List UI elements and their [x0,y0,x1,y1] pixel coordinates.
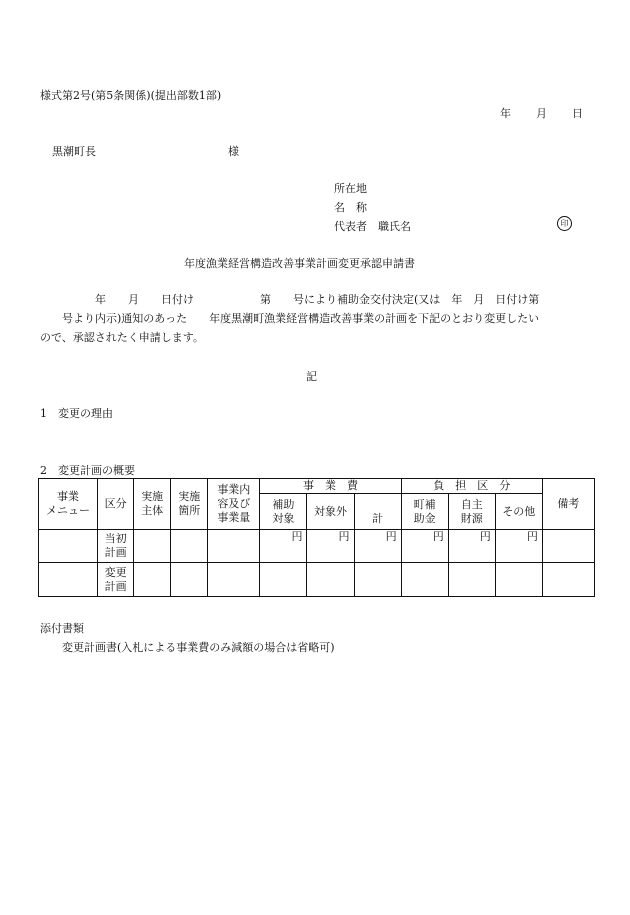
date-day: 日 [572,107,583,120]
header-cost-total: 計 [354,494,401,530]
date-month: 月 [536,107,547,120]
attachments-heading: 添付書類 [40,622,84,635]
applicant-rep-label: 代表者 職氏名 [334,220,411,233]
cell-cost-subsidy[interactable] [260,563,307,597]
cell-location[interactable] [171,563,208,597]
header-actor: 実施 主体 [134,479,171,530]
application-body [40,290,588,347]
cell-location[interactable] [171,530,208,563]
attachment-item: 変更計画書(入札による事業費のみ減額の場合は省略可) [62,641,335,654]
cell-remarks[interactable] [542,563,594,597]
cell-content[interactable] [208,530,260,563]
form-number: 様式第2号(第5条関係)(提出部数1部) [40,89,222,102]
date-line [500,105,583,121]
row-label-changed: 変更 計画 [98,563,134,597]
cell-burden-town[interactable] [401,563,448,597]
cell-burden-own[interactable] [448,563,495,597]
header-cost-excluded: 対象外 [307,494,354,530]
cell-menu[interactable] [39,530,98,563]
cell-burden-other[interactable] [495,563,542,597]
cell-cost-subsidy[interactable]: 円 [260,530,307,563]
header-burden-other: その他 [495,494,542,530]
row-label-original: 当初 計画 [98,530,134,563]
cell-cost-total[interactable]: 円 [354,530,401,563]
header-kubun: 区分 [98,479,134,530]
header-content: 事業内 容及び 事業量 [208,479,260,530]
header-burden-town: 町補 助金 [401,494,448,530]
header-location: 実施 箇所 [171,479,208,530]
cell-content[interactable] [208,563,260,597]
body-line: 号より内示)通知のあった 年度黒潮町漁業経営構造改善事業の計画を下記のとおり変更したい [40,312,540,325]
cell-actor[interactable] [134,563,171,597]
applicant-address-label: 所在地 [334,182,367,195]
cell-menu[interactable] [39,563,98,597]
cell-cost-excluded[interactable]: 円 [307,530,354,563]
header-cost-group: 事 業 費 [260,479,401,494]
seal-mark: 印 [557,216,572,231]
ki-heading: 記 [306,370,317,383]
cell-burden-other[interactable]: 円 [495,530,542,563]
cell-burden-town[interactable]: 円 [401,530,448,563]
section-reason-heading: 1 変更の理由 [40,407,113,420]
header-burden-group: 負 担 区 分 [401,479,542,494]
addressee-honorific: 様 [228,145,239,158]
cell-remarks[interactable] [542,530,594,563]
header-burden-own: 自主 財源 [448,494,495,530]
plan-overview-table [38,478,595,597]
body-line: ので、承認されたく申請します。 [40,331,204,344]
addressee-name: 黒潮町長 [52,145,96,158]
table-row [39,530,595,563]
cell-burden-own[interactable]: 円 [448,530,495,563]
date-year: 年 [500,107,511,120]
table-row [39,563,595,597]
cell-actor[interactable] [134,530,171,563]
section-overview-heading: 2 変更計画の概要 [40,464,135,477]
body-line: 年 月 日付け 第 号により補助金交付決定(又は 年 月 日付け第 [40,293,540,306]
table-header-row [39,479,595,494]
header-menu: 事業 メニュー [39,479,98,530]
cell-cost-excluded[interactable] [307,563,354,597]
header-remarks: 備考 [542,479,594,530]
document-title: 年度漁業経営構造改善事業計画変更承認申請書 [184,257,415,270]
applicant-name-label: 名 称 [334,201,367,214]
cell-cost-total[interactable] [354,563,401,597]
header-cost-subsidy: 補助 対象 [260,494,307,530]
